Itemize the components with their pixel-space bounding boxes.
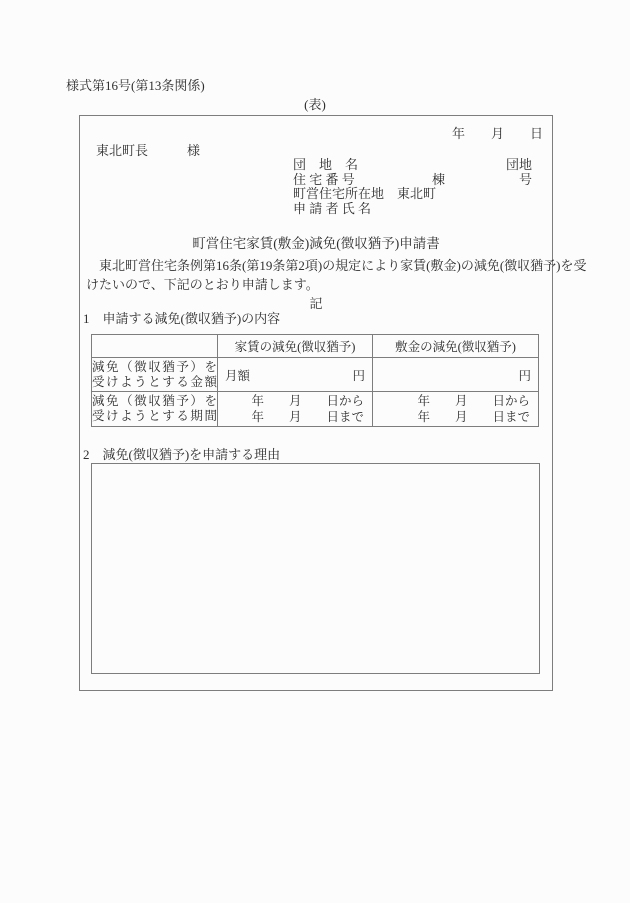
field-jutaku-bango	[293, 173, 532, 188]
rent-period-to: 年 月 日まで	[251, 410, 364, 424]
addressee-line: 東北町長 様	[96, 143, 201, 158]
deposit-column-header: 敷金の減免(徴収猶予)	[373, 335, 539, 358]
monthly-amount-prefix: 月額	[225, 368, 251, 383]
period-row	[92, 392, 539, 427]
body-paragraph	[86, 256, 587, 294]
tou-label: 棟	[432, 171, 446, 187]
deposit-yen-unit: 円	[518, 368, 531, 383]
form-number: 様式第16号(第13条関係)	[66, 78, 205, 93]
table-corner-cell	[92, 335, 218, 358]
danchi-label: 団 地 名	[293, 157, 359, 172]
field-danchi-name	[293, 158, 532, 173]
rent-yen-unit: 円	[352, 368, 365, 383]
body-line-1: 東北町営住宅条例第16条(第19条第2項)の規定により家賃(敷金)の減免(徴収猶予)を受	[86, 258, 587, 273]
rent-amount-cell	[218, 358, 373, 392]
jutaku-bango-label: 住 宅 番 号	[293, 171, 355, 187]
amount-label-line2: 受けようとする金額	[92, 374, 217, 389]
amount-row	[92, 358, 539, 392]
date-line: 年 月 日	[451, 126, 543, 141]
page-side-label: (表)	[304, 97, 326, 112]
rent-amount-inner	[218, 366, 372, 384]
applicant-info-block	[293, 158, 532, 216]
rent-period-cell	[218, 392, 373, 427]
deposit-amount-cell	[373, 358, 539, 392]
gou-label: 号	[518, 171, 532, 187]
field-shozaichi: 町営住宅所在地 東北町	[293, 186, 437, 202]
period-label-line1: 減免（徴収猶予）を	[92, 394, 217, 408]
field-applicant-name: 申 請 者 氏 名	[293, 200, 372, 216]
document-title: 町営住宅家賃(敷金)減免(徴収猶予)申請書	[192, 236, 440, 251]
deposit-amount-inner	[373, 366, 538, 384]
amount-label-line1: 減免（徴収猶予）を	[92, 359, 217, 374]
form-border-box	[79, 115, 587, 691]
danchi-suffix: 団地	[505, 157, 532, 172]
deposit-period-cell	[373, 392, 539, 427]
ki-label: 記	[309, 296, 323, 311]
reduction-content-table	[91, 334, 539, 427]
rent-period-from: 年 月 日から	[251, 394, 364, 408]
period-row-label	[92, 392, 218, 427]
deposit-period-to: 年 月 日まで	[417, 410, 530, 424]
period-label-line2: 受けようとする期間	[92, 409, 217, 423]
reason-entry-area	[91, 463, 540, 674]
amount-row-label	[92, 358, 218, 392]
deposit-period-from: 年 月 日から	[417, 394, 530, 408]
body-line-2: けたいので、下記のとおり申請します。	[86, 277, 319, 292]
table-header-row	[92, 335, 539, 358]
rent-column-header: 家賃の減免(徴収猶予)	[218, 335, 373, 358]
section2-heading: 2 減免(徴収猶予)を申請する理由	[83, 447, 281, 462]
section1-heading: 1 申請する減免(徴収猶予)の内容	[83, 311, 281, 326]
tou-gou-group	[432, 173, 532, 188]
